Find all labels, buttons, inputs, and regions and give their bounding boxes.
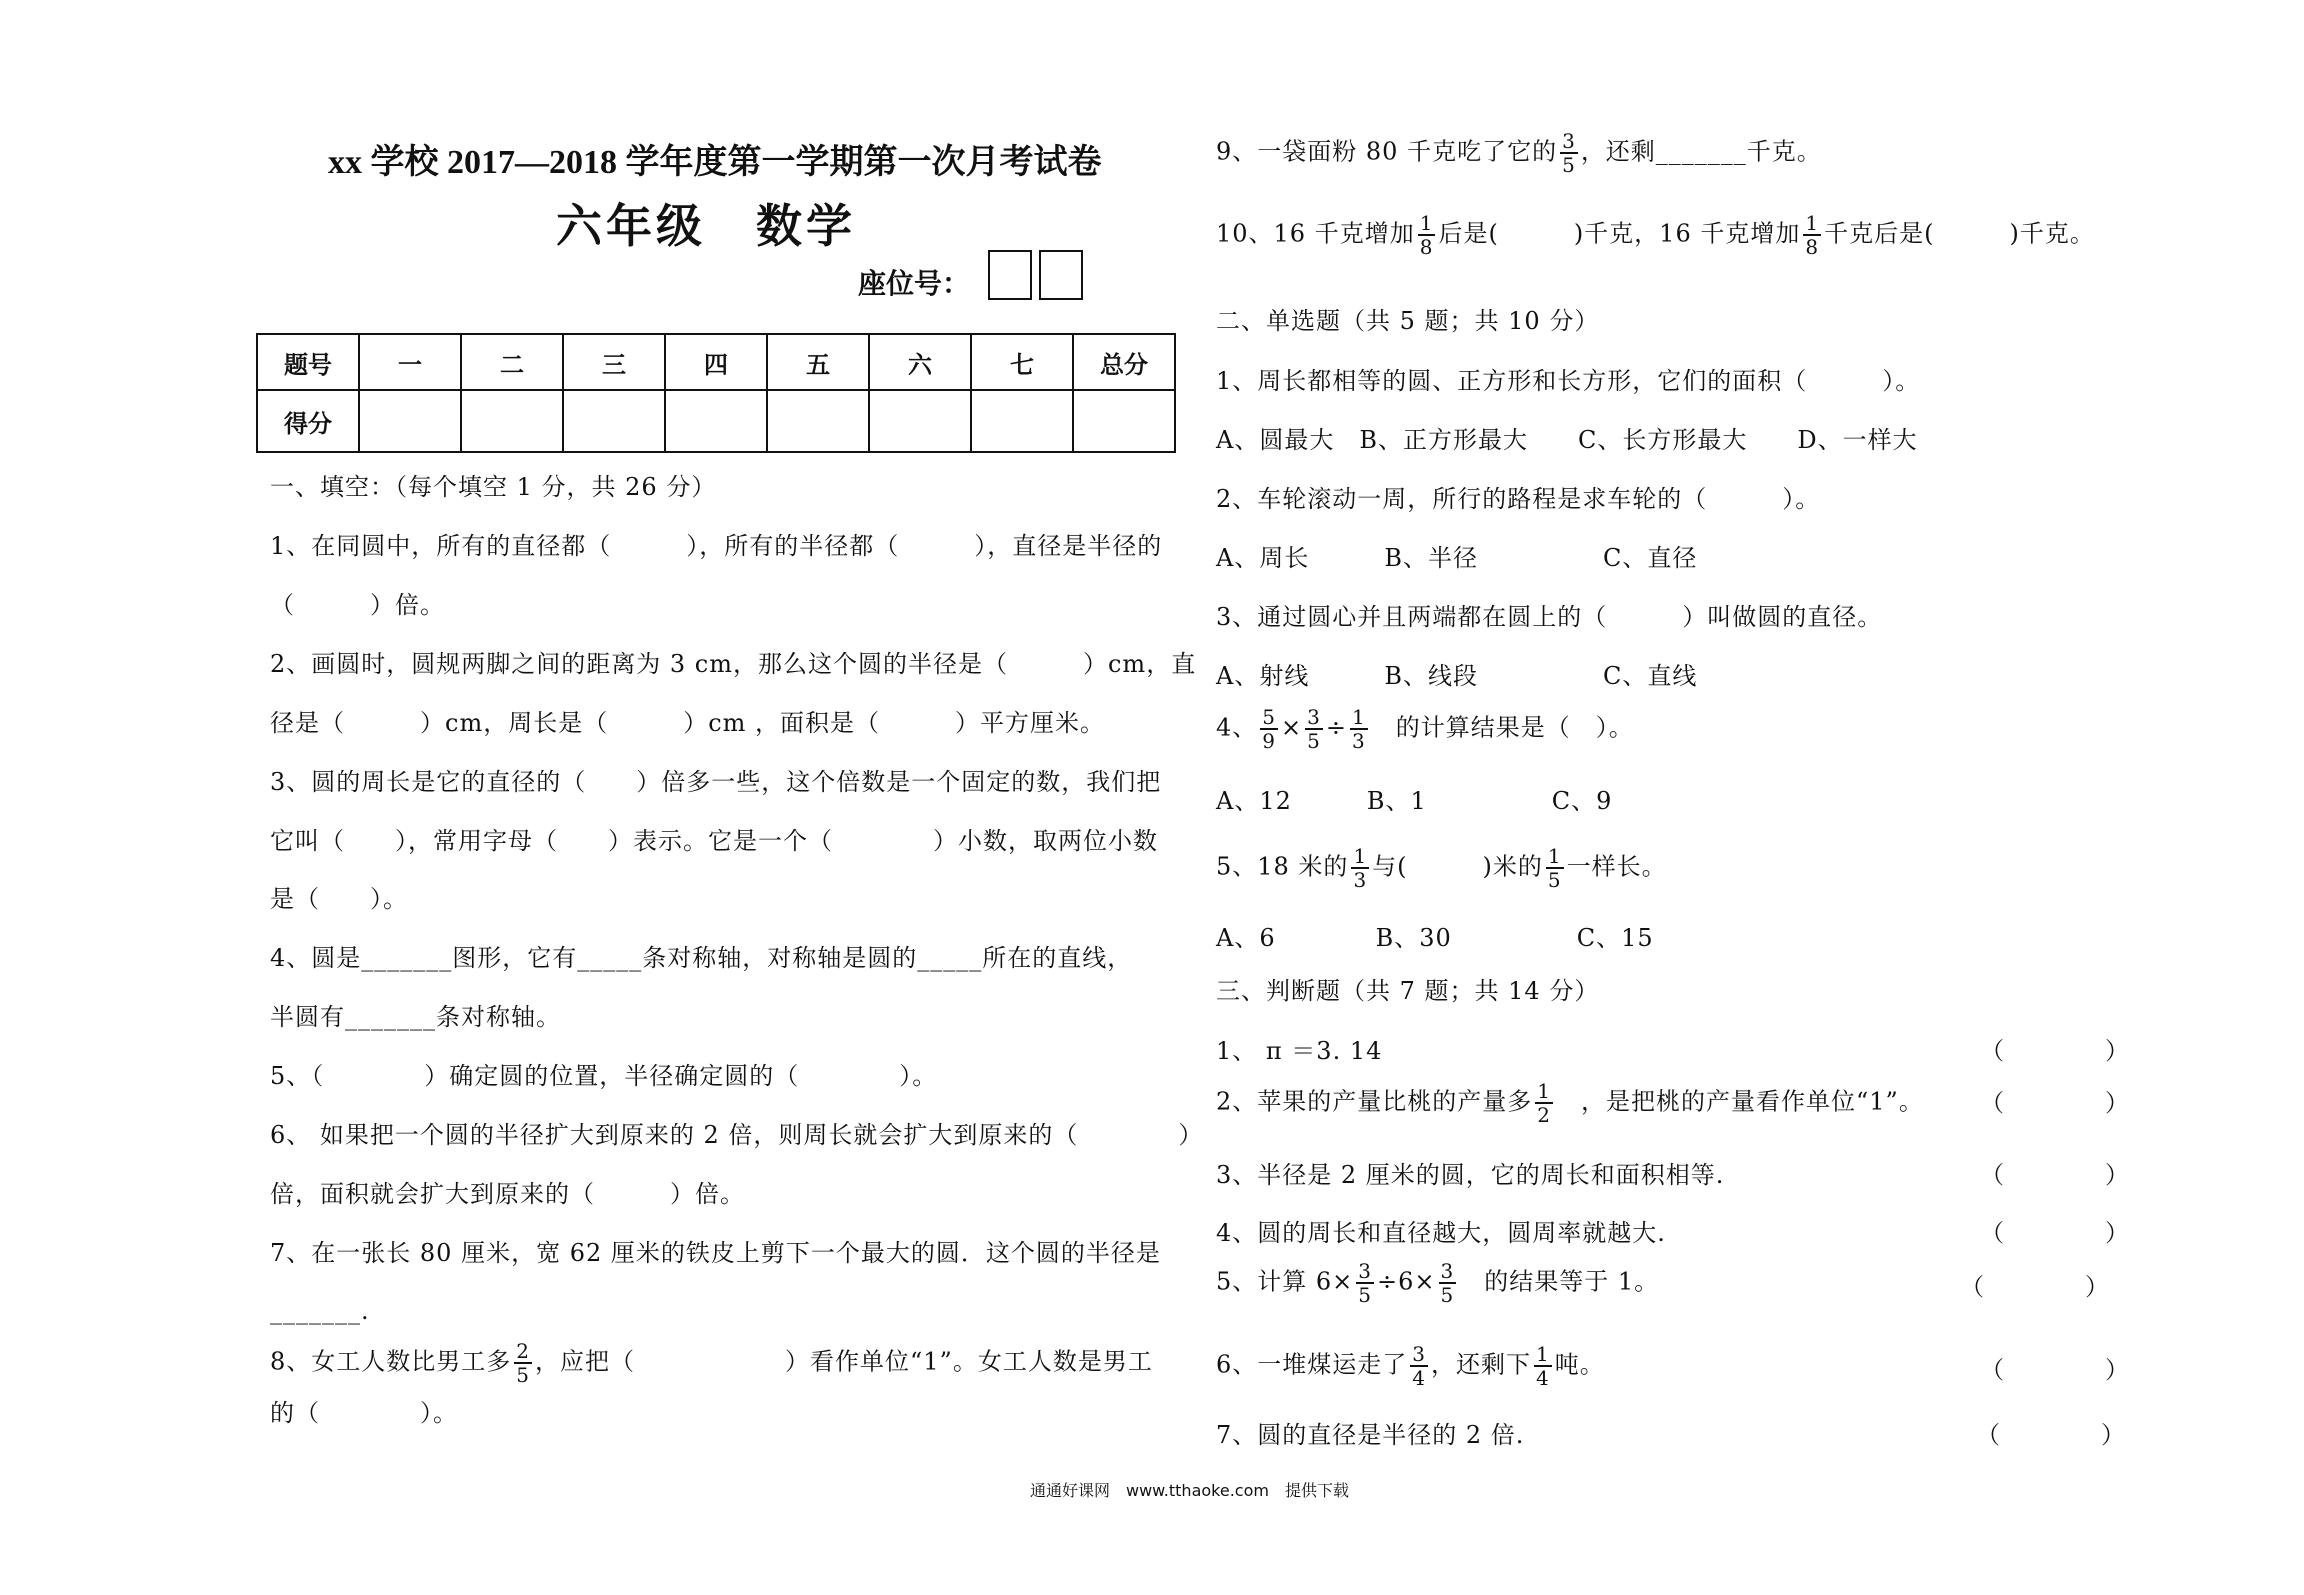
denominator: 5 [1562,153,1576,177]
fraction [1439,1260,1457,1306]
section-2-heading: 二、单选题（共 5 题；共 10 分） [1216,307,1600,335]
answer-options: A、圆最大 B、正方形最大 C、长方形最大 D、一样大 [1216,426,1918,454]
text-run: 4、 [1216,713,1258,742]
denominator: 3 [1351,729,1366,753]
numerator: 3 [1562,129,1576,153]
fraction [1803,212,1821,258]
fraction [1410,1343,1428,1389]
text-run: 8、女工人数比男工多 [270,1347,512,1376]
question-text: _______. [270,1297,370,1325]
answer-parentheses[interactable]: （ ） [1980,1161,2130,1189]
denominator: 5 [516,1363,531,1387]
fraction [514,1340,532,1386]
denominator: 5 [1307,729,1321,753]
operator: ÷ [1325,713,1347,742]
text-run: ，是把桃的产量看作单位“1”。 [1581,1087,1924,1116]
score-cell: 一 [359,334,461,390]
answer-parentheses[interactable]: （ ） [1980,1089,2130,1117]
numerator: 5 [1262,705,1277,729]
score-table-header-row [257,334,1175,390]
numerator: 3 [1358,1259,1373,1283]
fraction [1350,706,1368,752]
question-text: 1、在同圆中，所有的直径都（ ），所有的半径都（ ），直径是半径的 [270,532,1163,560]
fraction [1535,1080,1553,1126]
denominator: 8 [1805,235,1820,259]
denominator: 8 [1419,235,1434,259]
text-run: 后是( )千克，16 千克增加 [1438,219,1801,248]
text-run: ，还剩_______千克。 [1580,137,1822,166]
text-run: 9、一袋面粉 80 千克吃了它的 [1216,137,1558,166]
text-run: ，应把（ ）看作单位“1”。女工人数是男工 [535,1347,1153,1376]
denominator: 5 [1358,1283,1373,1307]
question-text: 1、周长都相等的圆、正方形和长方形，它们的面积（ ）。 [1216,367,1921,395]
question-text: 它叫（ ），常用字母（ ）表示。它是一个（ ）小数，取两位小数 [270,827,1158,855]
question-text [1216,845,1667,891]
question-text: 径是（ ）cm，周长是（ ）cm ，面积是（ ）平方厘米。 [270,709,1106,737]
denominator: 5 [1547,868,1562,892]
question-text: 4、圆是_______图形，它有_____条对称轴，对称轴是圆的_____所在的直线， [270,944,1133,972]
seat-box-2[interactable] [1039,250,1083,300]
question-text: 7、圆的直径是半径的 2 倍. [1216,1421,1525,1449]
question-text [1216,1260,1659,1306]
question-text: 3、半径是 2 厘米的圆，它的周长和面积相等. [1216,1161,1725,1189]
text-run: 吨。 [1554,1350,1605,1379]
numerator: 1 [1536,1342,1550,1366]
score-input-cell[interactable] [869,390,971,452]
question-text: 1、 π ＝3. 14 [1216,1037,1383,1065]
question-text [270,1340,1153,1386]
question-text: 2、车轮滚动一周，所行的路程是求车轮的（ ）。 [1216,485,1821,513]
numerator: 1 [1419,211,1434,235]
operator: × [1281,713,1303,742]
answer-parentheses[interactable]: （ ） [1980,1356,2130,1384]
question-text [1216,1343,1605,1389]
numerator: 2 [516,1339,531,1363]
question-text [1216,130,1822,176]
score-cell: 二 [461,334,563,390]
question-text [1216,212,2095,258]
score-cell: 七 [971,334,1073,390]
answer-parentheses[interactable]: （ ） [1976,1421,2126,1449]
answer-options: A、6 B、30 C、15 [1216,924,1654,952]
text-run: 与( )米的 [1372,852,1543,881]
question-text: 4、圆的周长和直径越大，圆周率就越大. [1216,1219,1666,1247]
answer-options: A、周长 B、半径 C、直径 [1216,544,1698,572]
question-text: 是（ ）。 [270,885,408,913]
question-text: 6、 如果把一个圆的半径扩大到原来的 2 倍，则周长就会扩大到原来的（ ） [270,1121,1204,1149]
numerator: 1 [1351,705,1366,729]
seat-box-1[interactable] [988,250,1032,300]
fraction [1560,130,1578,176]
score-cell: 四 [665,334,767,390]
score-cell: 题号 [257,334,359,390]
score-table-score-row [257,390,1175,452]
score-input-cell[interactable] [563,390,665,452]
section-3-heading: 三、判断题（共 7 题；共 14 分） [1216,977,1600,1005]
fraction [1418,212,1436,258]
answer-parentheses[interactable]: （ ） [1980,1037,2130,1065]
exam-title: xx 学校 2017—2018 学年度第一学期第一次月考试卷 [328,144,1102,181]
score-input-cell[interactable] [971,390,1073,452]
score-table [256,333,1176,453]
numerator: 3 [1307,705,1321,729]
score-input-cell[interactable] [1073,390,1175,452]
question-text: 2、画圆时，圆规两脚之间的距离为 3 cm，那么这个圆的半径是（ ）cm，直 [270,650,1197,678]
question-text: （ ）倍。 [270,591,445,619]
footer-credit: 通通好课网 www.tthaoke.com 提供下载 [1030,1481,1349,1500]
denominator: 4 [1536,1366,1550,1390]
score-input-cell[interactable] [359,390,461,452]
fraction [1534,1343,1552,1389]
answer-options: A、射线 B、线段 C、直线 [1216,662,1698,690]
score-input-cell[interactable] [461,390,563,452]
text-run: 2、苹果的产量比桃的产量多 [1216,1087,1533,1116]
text-run: 6、一堆煤运走了 [1216,1350,1408,1379]
fraction [1260,706,1278,752]
score-input-cell[interactable] [665,390,767,452]
numerator: 1 [1547,844,1562,868]
numerator: 1 [1805,211,1820,235]
question-text: 倍，面积就会扩大到原来的（ ）倍。 [270,1180,745,1208]
text-run: 的结果等于 1。 [1484,1267,1660,1296]
denominator: 4 [1412,1366,1427,1390]
question-text: 半圆有_______条对称轴。 [270,1003,561,1031]
text-run: 一样长。 [1566,852,1667,881]
text-run: ÷6× [1377,1267,1436,1296]
answer-parentheses[interactable]: （ ） [1980,1219,2130,1247]
answer-options: A、12 B、1 C、9 [1216,787,1613,815]
numerator: 3 [1412,1342,1427,1366]
score-cell: 五 [767,334,869,390]
question-text: 3、通过圆心并且两端都在圆上的（ ）叫做圆的直径。 [1216,603,1883,631]
question-text: 7、在一张长 80 厘米，宽 62 厘米的铁皮上剪下一个最大的圆．这个圆的半径是 [270,1239,1161,1267]
score-cell: 三 [563,334,665,390]
section-1-heading: 一、填空：（每个填空 1 分，共 26 分） [270,473,717,501]
score-cell: 总分 [1073,334,1175,390]
fraction [1351,845,1369,891]
text-run: 的计算结果是（ ）。 [1395,713,1634,742]
numerator: 3 [1440,1259,1455,1283]
subject-title: 六年级 数学 [556,199,856,253]
text-run: 10、16 千克增加 [1216,219,1415,248]
answer-parentheses[interactable]: （ ） [1960,1273,2110,1301]
question-text: 的（ ）。 [270,1399,458,1427]
denominator: 3 [1353,868,1368,892]
fraction [1305,706,1323,752]
fraction [1356,1260,1374,1306]
fraction [1546,845,1564,891]
denominator: 2 [1537,1103,1552,1127]
text-run: 5、18 米的 [1216,852,1349,881]
question-text: 3、圆的周长是它的直径的（ ）倍多一些，这个倍数是一个固定的数，我们把 [270,768,1162,796]
text-run: ，还剩下 [1431,1350,1532,1379]
text-run: 千克后是( )千克。 [1824,219,2095,248]
seat-number-boxes[interactable] [988,250,1083,304]
question-text [1216,1080,1924,1126]
seat-label: 座位号： [858,267,971,300]
score-cell: 六 [869,334,971,390]
score-row-label: 得分 [257,390,359,452]
text-run: 5、计算 6× [1216,1267,1354,1296]
question-text [1216,706,1634,752]
denominator: 5 [1440,1283,1455,1307]
numerator: 1 [1537,1079,1552,1103]
denominator: 9 [1262,729,1277,753]
question-text: 5、（ ）确定圆的位置，半径确定圆的（ ）。 [270,1062,938,1090]
score-input-cell[interactable] [767,390,869,452]
numerator: 1 [1353,844,1368,868]
